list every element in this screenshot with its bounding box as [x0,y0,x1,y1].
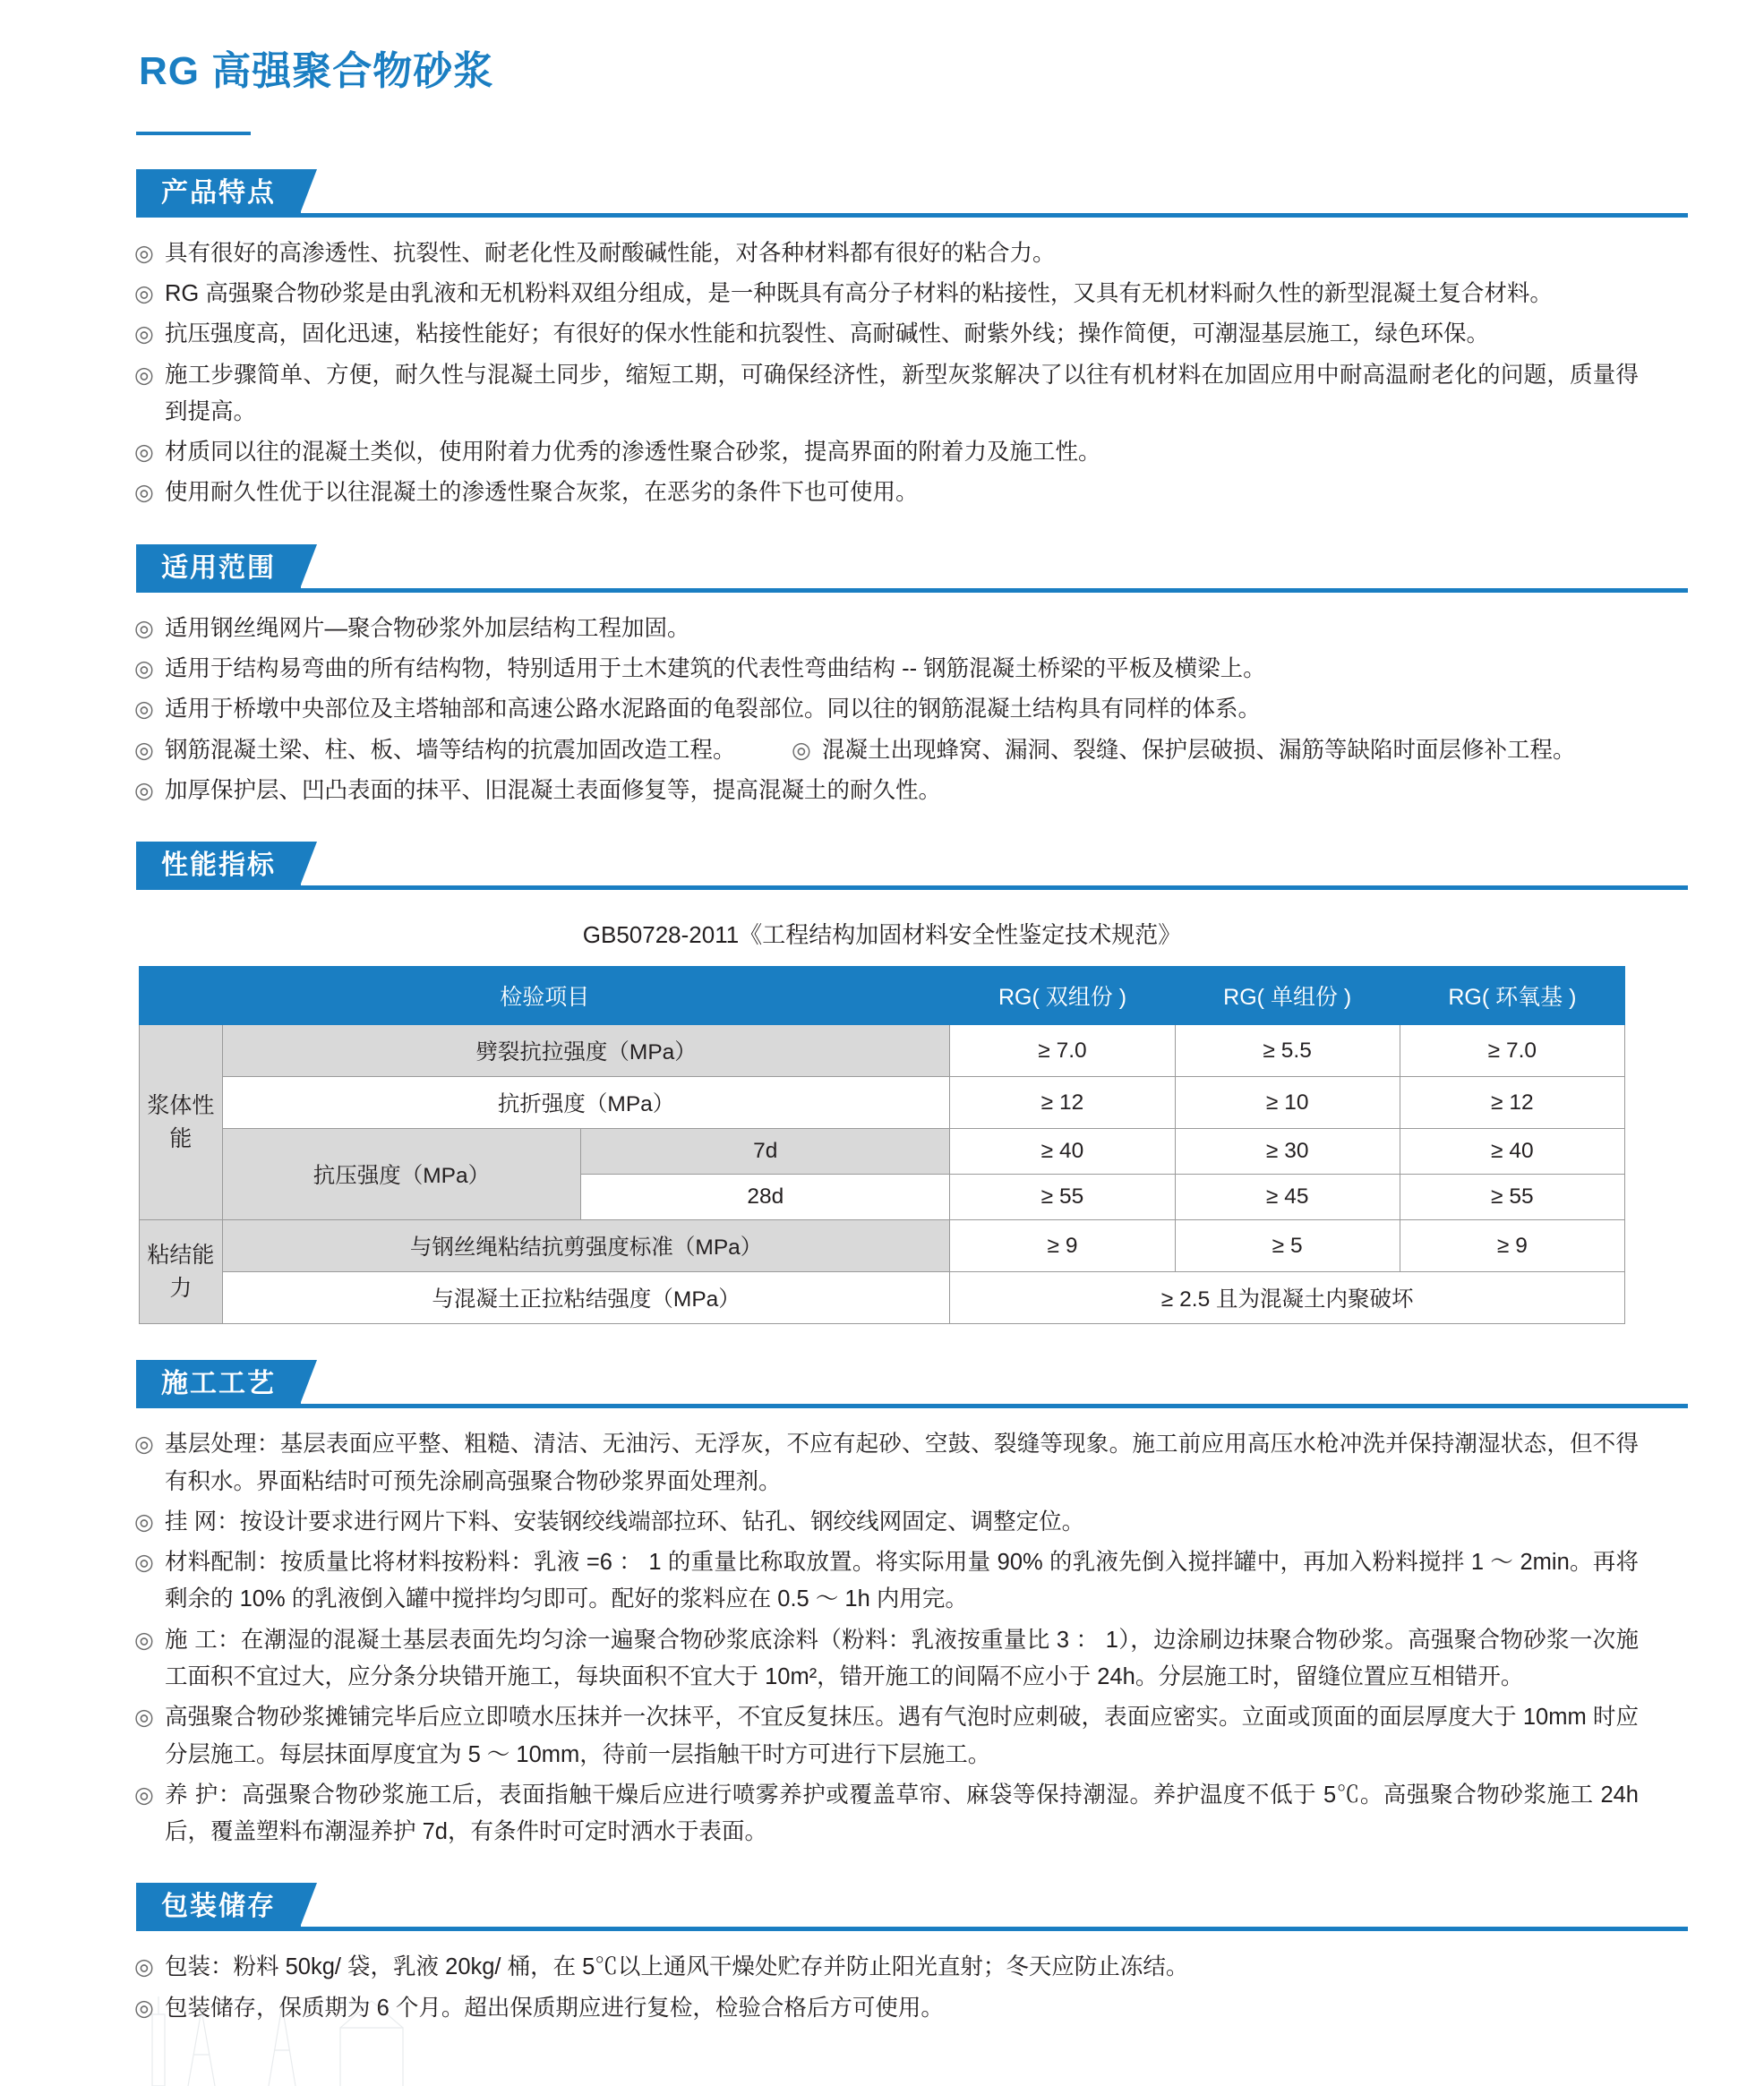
section-header-features [136,169,1764,218]
list-item [134,235,1639,272]
table-header-row [140,967,1625,1025]
bullet-icon: ◎ [134,1954,154,1980]
list-item [134,316,1639,353]
cell-item: 抗折强度（MPa） [222,1077,950,1129]
table-row [140,1129,1625,1175]
section-header-scope [136,544,1764,593]
section-title-features: 产品特点 [136,169,301,218]
features-list [0,235,1764,512]
bullet-icon: ◎ [134,362,154,388]
section-rule [136,588,1688,593]
section-header-performance [136,842,1764,890]
bullet-icon: ◎ [134,615,154,641]
section-header-packaging [136,1883,1764,1931]
table-caption: GB50728-2011《工程结构加固材料安全性鉴定技术规范》 [582,921,1182,949]
performance-table [139,966,1625,1324]
cell-value: ≥ 12 [950,1077,1175,1129]
list-item [134,1777,1639,1851]
section-title-scope: 适用范围 [136,544,301,593]
section-rule [136,1927,1688,1931]
list-item-text: 加厚保护层、凹凸表面的抹平、旧混凝土表面修复等，提高混凝土的耐久性。 [165,777,942,803]
section-rule [136,885,1688,890]
cell-item: 与钢丝绳粘结抗剪强度标准（MPa） [222,1220,950,1272]
cell-value: ≥ 55 [950,1175,1175,1220]
row-group-label-text: 浆体性能 [147,1093,215,1151]
section-packaging [0,1883,1764,2027]
section-performance [0,842,1764,1324]
product-datasheet-page [0,26,1764,2086]
cell-value: ≥ 9 [950,1220,1175,1272]
cell-value: ≥ 5.5 [1175,1025,1400,1077]
list-item-text: 高强聚合物砂浆摊铺完毕后应立即喷水压抹并一次抹平，不宜反复抹压。遇有气泡时应刺破，表面应密实。立面或顶面的面层厚度大于 10mm 时应分层施工。每层抹面厚度宜为 5 ～ 10mm，待前一层指触干时方可进行下层施工。 [165,1705,1639,1767]
cell-value: ≥ 55 [1400,1175,1624,1220]
bullet-icon: ◎ [134,240,154,266]
list-item-text: 混凝土出现蜂窝、漏洞、裂缝、保护层破损、漏筋等缺陷时面层修补工程。 [822,737,1576,763]
cell-value: ≥ 10 [1175,1077,1400,1129]
cell-item: 抗压强度（MPa） [222,1129,580,1220]
list-item [134,474,1639,511]
list-item-text: 材质同以往的混凝土类似，使用附着力优秀的渗透性聚合砂浆，提高界面的附着力及施工性。 [165,440,1101,466]
list-item [134,276,1639,312]
cell-value: ≥ 40 [950,1129,1175,1175]
section-rule [136,213,1688,218]
bullet-icon: ◎ [134,697,154,722]
cell-value: ≥ 12 [1400,1077,1624,1129]
list-item-text: 养 护：高强聚合物砂浆施工后，表面指触干燥后应进行喷雾养护或覆盖草帘、麻袋等保持潮湿。养护温度不低于 5℃。高强聚合物砂浆施工 24h 后，覆盖塑料布潮湿养护 7d，有条件时可定时洒水于表面。 [165,1782,1639,1845]
list-item [134,434,1639,471]
cell-value: ≥ 40 [1400,1129,1624,1175]
title-underline [136,132,251,135]
row-group-label-paste [140,1025,223,1220]
section-title-process: 施工工艺 [136,1360,301,1408]
list-item [134,691,1639,728]
list-item [134,1699,1639,1774]
list-item [134,1504,1639,1541]
list-item-text: RG 高强聚合物砂浆是由乳液和无机粉料双组分组成，是一种既具有高分子材料的粘接性，又具有无机材料耐久性的新型混凝土复合材料。 [165,280,1553,306]
cell-value: ≥ 5 [1175,1220,1400,1272]
list-item [134,732,1639,769]
process-list [0,1426,1764,1851]
bullet-icon: ◎ [134,1995,154,2021]
bullet-icon: ◎ [134,480,154,506]
list-item [134,1949,1639,1986]
cell-value: ≥ 45 [1175,1175,1400,1220]
list-item-text: 适用钢丝绳网片—聚合物砂浆外加层结构工程加固。 [165,615,690,641]
cell-value: ≥ 9 [1400,1220,1624,1272]
row-group-label-bond [140,1220,223,1324]
list-item [134,1622,1639,1697]
table-row [140,1077,1625,1129]
page-title: RG 高强聚合物砂浆 [139,49,494,94]
bullet-icon: ◎ [134,1627,154,1653]
bullet-icon: ◎ [134,777,154,803]
cell-item: 劈裂抗拉强度（MPa） [222,1025,950,1077]
col-header-rg-single: RG( 单组份 ) [1175,967,1400,1025]
list-item [134,773,1639,809]
cell-value: ≥ 7.0 [950,1025,1175,1077]
bullet-icon: ◎ [134,1550,154,1576]
bullet-icon: ◎ [134,1705,154,1731]
list-item-text: 钢筋混凝土梁、柱、板、墙等结构的抗震加固改造工程。 [165,737,736,763]
table-row [140,1025,1625,1077]
cell-item: 与混凝土正拉粘结强度（MPa） [222,1272,950,1324]
bullet-icon: ◎ [134,321,154,347]
section-features [0,169,1764,512]
bullet-icon: ◎ [134,1782,154,1808]
bullet-icon: ◎ [134,280,154,306]
list-item-text: 施工步骤简单、方便，耐久性与混凝土同步，缩短工期，可确保经济性，新型灰浆解决了以往有机材料在加固应用中耐高温耐老化的问题，质量得到提高。 [165,362,1639,424]
section-scope [0,544,1764,809]
cell-value: ≥ 7.0 [1400,1025,1624,1077]
cell-subitem: 28d [581,1175,950,1220]
list-item-text: 基层处理：基层表面应平整、粗糙、清洁、无油污、无浮灰，不应有起砂、空鼓、裂缝等现象。施工前应用高压水枪冲洗并保持潮湿状态，但不得有积水。界面粘结时可预先涂刷高强聚合物砂浆界面处理剂。 [165,1432,1639,1494]
list-item-text: 挂 网：按设计要求进行网片下料、安装钢绞线端部拉环、钻孔、钢绞线网固定、调整定位。 [165,1509,1085,1535]
list-item-secondary [792,732,1639,769]
cell-value-merged: ≥ 2.5 且为混凝土内聚破坏 [950,1272,1625,1324]
table-row [140,1220,1625,1272]
list-item [134,1544,1639,1619]
bullet-icon: ◎ [134,1509,154,1535]
list-item-text: 材料配制：按质量比将材料按粉料：乳液 =6 ： 1 的重量比称取放置。将实际用量 90% 的乳液先倒入搅拌罐中，再加入粉料搅拌 1 ～ 2min。再将剩余的 10% 的乳液倒入罐中搅拌均匀即可。配好的浆料应在 0.5 ～ 1h 内用完。 [165,1550,1639,1612]
list-item-text: 使用耐久性优于以往混凝土的渗透性聚合灰浆，在恶劣的条件下也可使用。 [165,480,919,506]
section-title-packaging: 包装储存 [136,1883,301,1931]
section-rule [136,1404,1688,1408]
list-item [134,611,1639,647]
list-item-text: 抗压强度高，固化迅速，粘接性能好；有很好的保水性能和抗裂性、高耐碱性、耐紫外线；操作简便，可潮湿基层施工，绿色环保。 [165,321,1490,347]
list-item-text: 包装：粉料 50kg/ 袋，乳液 20kg/ 桶，在 5℃以上通风干燥处贮存并防止阳光直射；冬天应防止冻结。 [165,1954,1189,1980]
section-title-performance: 性能指标 [136,842,301,890]
scope-list [0,611,1764,809]
list-item [134,1426,1639,1500]
list-item-text: 适用于结构易弯曲的所有结构物，特别适用于土木建筑的代表性弯曲结构 -- 钢筋混凝土桥梁的平板及横梁上。 [165,656,1266,682]
list-item-text: 具有很好的高渗透性、抗裂性、耐老化性及耐酸碱性能，对各种材料都有很好的粘合力。 [165,240,1056,266]
list-item [134,651,1639,688]
row-group-label-text: 粘结能力 [147,1243,215,1301]
bullet-icon: ◎ [134,656,154,682]
bullet-icon: ◎ [134,440,154,466]
list-item-text: 包装储存，保质期为 6 个月。超出保质期应进行复检，检验合格后方可使用。 [165,1995,944,2021]
section-process [0,1360,1764,1851]
section-header-process [136,1360,1764,1408]
list-item [134,1990,1639,2027]
col-header-item: 检验项目 [140,967,950,1025]
cell-value: ≥ 30 [1175,1129,1400,1175]
bullet-icon: ◎ [792,737,811,763]
footer-spacer [0,2050,1764,2086]
list-item [134,357,1639,432]
list-item-text: 施 工：在潮湿的混凝土基层表面先均匀涂一遍聚合物砂浆底涂料（粉料：乳液按重量比 3 ： 1），边涂刷边抹聚合物砂浆。高强聚合物砂浆一次施工面积不宜过大，应分条分块错开施工，每块面积不宜大于 10m²，错开施工的间隔不应小于 24h。分层施工时，留缝位置应互相错开。 [165,1627,1639,1689]
table-row [140,1272,1625,1324]
bullet-icon: ◎ [134,737,154,763]
cell-subitem: 7d [581,1129,950,1175]
list-item-text: 适用于桥墩中央部位及主塔轴部和高速公路水泥路面的龟裂部位。同以往的钢筋混凝土结构具有同样的体系。 [165,697,1262,722]
col-header-rg-double: RG( 双组份 ) [950,967,1175,1025]
bullet-icon: ◎ [134,1432,154,1458]
col-header-rg-epoxy: RG( 环氧基 ) [1400,967,1624,1025]
